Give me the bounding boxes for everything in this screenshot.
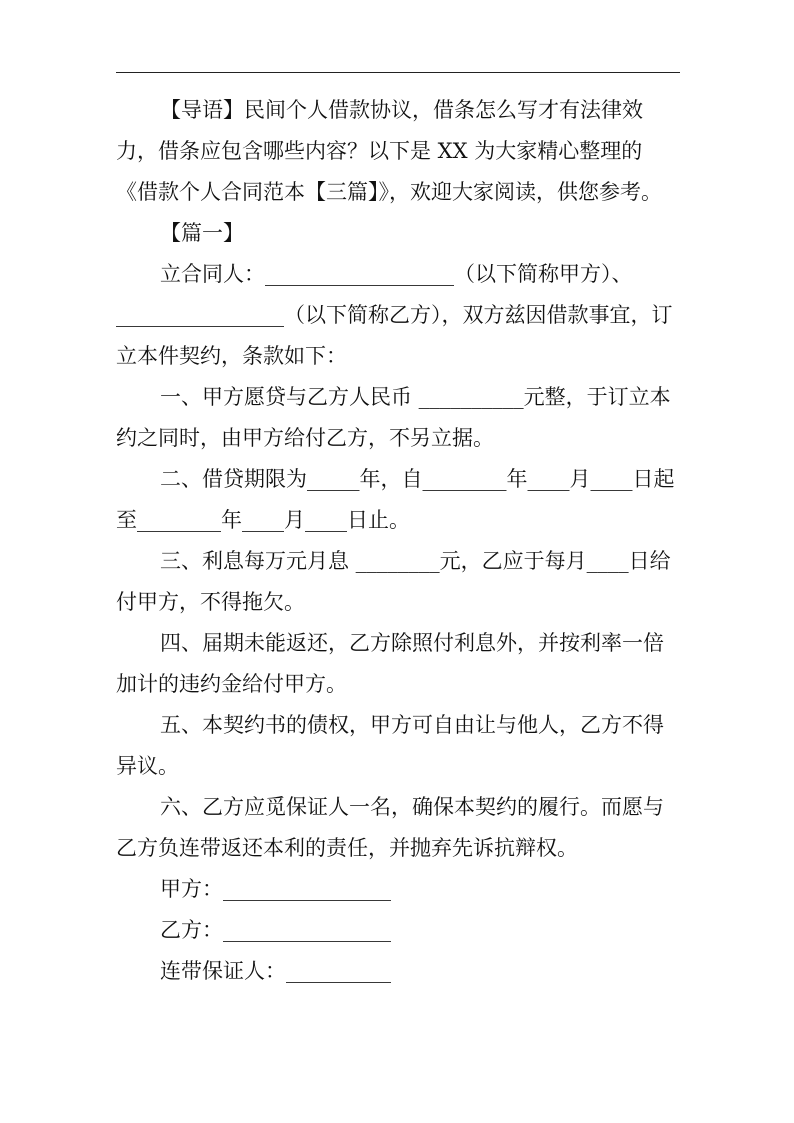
parties-paragraph: 立合同人：__________________（以下简称甲方）、________________（以下简称乙方），双方兹因借款事宜，订立本件契约，条款如下： <box>116 262 673 368</box>
clause-1: 一、甲方愿贷与乙方人民币 __________元整，于订立本约之同时，由甲方给付乙方，不另立据。 <box>116 385 671 450</box>
signature-guarantor: 连带保证人：__________ <box>160 959 391 983</box>
clause-6: 六、乙方应觅保证人一名，确保本契约的履行。而愿与乙方负连带返还本利的责任，并抛弃先诉抗辩权。 <box>116 795 664 860</box>
section-title: 【篇一】 <box>160 221 244 245</box>
clause-5: 五、本契约书的债权，甲方可自由让与他人，乙方不得异议。 <box>116 713 664 778</box>
document-body <box>116 90 680 992</box>
header-rule <box>116 72 680 73</box>
signature-party-b: 乙方：________________ <box>160 918 391 942</box>
signature-party-a: 甲方：________________ <box>160 877 391 901</box>
clause-3: 三、利息每万元月息 ________元，乙应于每月____日给付甲方，不得拖欠。 <box>116 549 671 614</box>
clause-4: 四、届期未能返还，乙方除照付利息外，并按利率一倍加计的违约金给付甲方。 <box>116 631 664 696</box>
intro-paragraph: 【导语】民间个人借款协议，借条怎么写才有法律效力，借条应包含哪些内容？以下是 XX 为大家精心整理的《借款个人合同范本【三篇】》，欢迎大家阅读，供您参考。 <box>116 98 662 204</box>
clause-2: 二、借贷期限为_____年，自________年____月____日起至________年____月____日止。 <box>116 467 675 532</box>
